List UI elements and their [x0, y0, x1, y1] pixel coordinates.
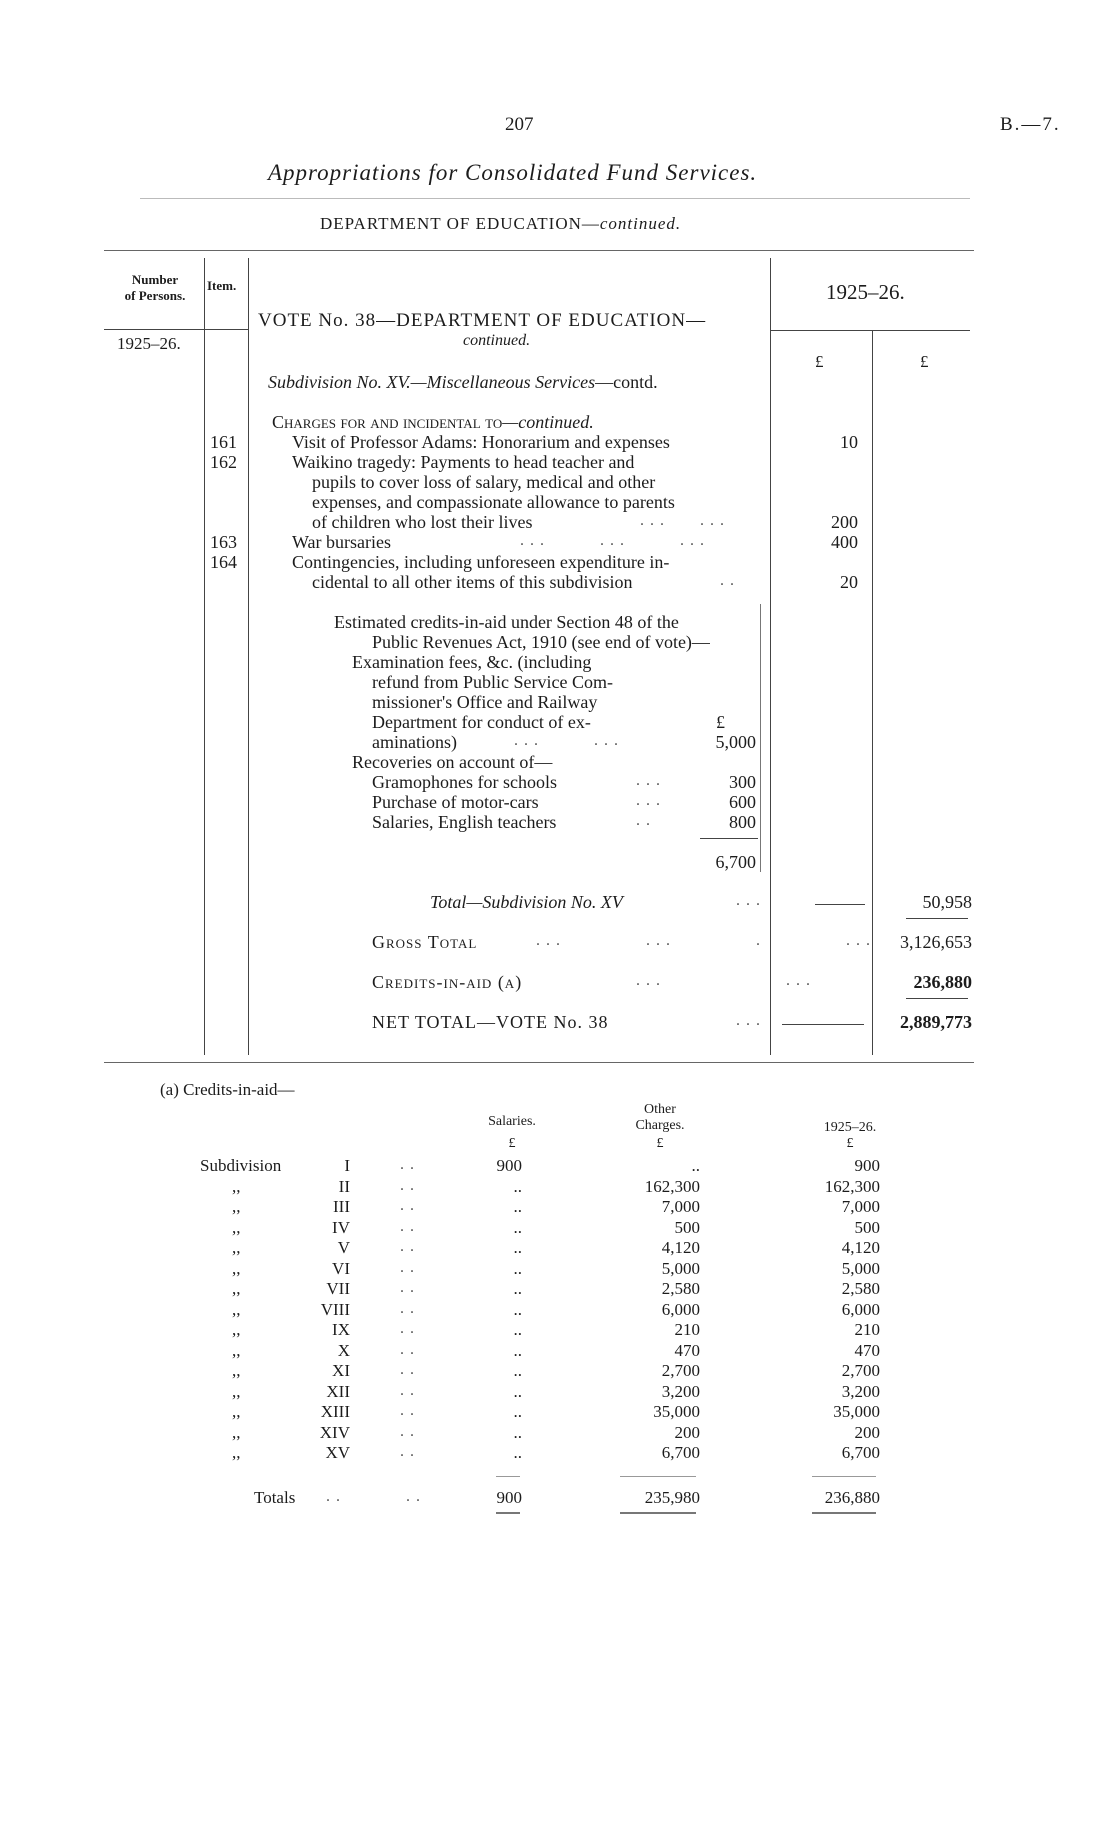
row-year-total: 6,000 [841, 1300, 880, 1319]
row-salaries: .. [513, 1238, 522, 1257]
subdivision-numeral: V [337, 1238, 350, 1257]
subdivision-numeral: XIII [320, 1402, 350, 1421]
subdivision-numeral: XIV [319, 1423, 350, 1442]
row-leader: .. [400, 1300, 420, 1317]
row-year-total: 4,120 [841, 1238, 880, 1257]
vote-title: VOTE No. 38—DEPARTMENT OF EDUCATION— [258, 310, 707, 331]
totals-label: Totals [254, 1488, 296, 1507]
row-leader: .. [400, 1218, 420, 1235]
row-salaries: .. [513, 1443, 522, 1462]
subdivision-numeral: XI [332, 1361, 350, 1380]
subdivision-numeral: XII [326, 1382, 350, 1401]
ditto-mark: ,, [232, 1402, 241, 1421]
subdivision-numeral: IX [332, 1320, 350, 1339]
row-salaries: .. [513, 1197, 522, 1216]
credits-subtotal-rule [700, 838, 758, 839]
row-year-total: 200 [854, 1423, 880, 1442]
item-164-line-1: Contingencies, including unforeseen expenditure in- [292, 552, 670, 572]
row-leader: .. [400, 1259, 420, 1276]
credits-total: 6,700 [715, 852, 756, 872]
credits-column-rule [760, 604, 761, 872]
col-other-header [610, 1102, 710, 1134]
subdivision-numeral: III [333, 1197, 350, 1216]
row-leader: .. [400, 1361, 420, 1378]
row-leader: .. [400, 1443, 420, 1460]
col-year-header: 1925–26. [823, 1120, 877, 1135]
row-other-charges: 2,580 [661, 1279, 700, 1298]
row-salaries: .. [513, 1259, 522, 1278]
row-year-total: 2,580 [841, 1279, 880, 1298]
department-heading [320, 214, 681, 234]
persons-year: 1925–26. [117, 334, 181, 353]
row-year-total: 5,000 [841, 1259, 880, 1278]
row-year-total: 2,700 [841, 1361, 880, 1380]
row-leader: .. [400, 1177, 420, 1194]
recovery-leader-1: ... [636, 772, 666, 789]
net-total-amount: 2,889,773 [900, 1012, 972, 1032]
currency-symbol-1: £ [815, 352, 824, 371]
row-other-charges: 35,000 [653, 1402, 700, 1421]
item-number-161: 161 [210, 432, 237, 452]
row-leader: .. [400, 1341, 420, 1358]
totals-salaries: 900 [496, 1488, 522, 1507]
gross-total-amount: 3,126,653 [900, 932, 972, 952]
recovery-label-2: Purchase of motor-cars [372, 792, 539, 812]
item-162-line-1: Waikino tragedy: Payments to head teacher and [292, 452, 635, 472]
item-161-line-1: Visit of Professor Adams: Honorarium and expenses [292, 432, 670, 452]
col-other-header-line1: Other [644, 1102, 676, 1117]
row-other-charges: .. [691, 1156, 700, 1175]
col-other-header-line2: Charges. [635, 1118, 685, 1133]
item-164-amount: 20 [840, 572, 858, 592]
gross-total-label: Gross Total [372, 932, 478, 952]
exam-amount: 5,000 [715, 732, 756, 752]
document-code: B.—7. [1000, 114, 1061, 135]
net-total-leader: ... [736, 1012, 766, 1029]
recovery-leader-2: ... [636, 792, 666, 809]
row-other-charges: 6,700 [661, 1443, 700, 1462]
footnote-title-text: (a) Credits-in-aid— [160, 1080, 295, 1099]
recovery-amount-1: 300 [729, 772, 756, 792]
ditto-mark: ,, [232, 1197, 241, 1216]
credits-in-aid-rule [906, 998, 968, 999]
subdivision-numeral: X [337, 1341, 350, 1360]
salaries-double-rule [496, 1512, 520, 1514]
item-number-162: 162 [210, 452, 237, 472]
subdivision-total-rule [906, 918, 968, 919]
ditto-mark: ,, [232, 1238, 241, 1257]
charges-heading [272, 412, 594, 433]
row-salaries: .. [513, 1320, 522, 1339]
item-161-amount: 10 [840, 432, 858, 452]
row-leader: .. [400, 1238, 420, 1255]
net-total-label: NET TOTAL—VOTE No. 38 [372, 1012, 609, 1032]
row-salaries: .. [513, 1218, 522, 1237]
row-other-charges: 210 [674, 1320, 700, 1339]
row-other-charges: 200 [674, 1423, 700, 1442]
row-year-total: 35,000 [833, 1402, 880, 1421]
item-162-leader: ... ... [640, 512, 730, 529]
ditto-mark: ,, [232, 1320, 241, 1339]
exam-line-1: Examination fees, &c. (including [352, 652, 592, 672]
totals-year: 236,880 [824, 1488, 880, 1507]
year-header: 1925–26. [826, 280, 905, 304]
page-title: Appropriations for Consolidated Fund Services. [268, 160, 758, 185]
recovery-label-1: Gramophones for schools [372, 772, 557, 792]
item-162-line-2: pupils to cover loss of salary, medical and other [312, 472, 656, 492]
row-salaries: 900 [496, 1156, 522, 1175]
ditto-mark: ,, [232, 1443, 241, 1462]
ditto-mark: ,, [232, 1300, 241, 1319]
subdivision-numeral: VII [326, 1279, 350, 1298]
subdivision-numeral: I [344, 1156, 350, 1175]
row-salaries: .. [513, 1300, 522, 1319]
row-year-total: 210 [854, 1320, 880, 1339]
year-double-rule [812, 1512, 876, 1514]
subdivision-label: Subdivision [200, 1156, 282, 1175]
item-header: Item. [207, 278, 237, 293]
row-other-charges: 6,000 [661, 1300, 700, 1319]
subdivision-total-leader: ... [736, 892, 766, 909]
ditto-mark: ,, [232, 1218, 241, 1237]
gross-total-leader: ... ... . ... [536, 932, 876, 949]
credits-in-aid-label: Credits-in-aid (a) [372, 972, 523, 992]
row-leader: .. [400, 1382, 420, 1399]
subdivision-heading [268, 372, 658, 393]
row-year-total: 470 [854, 1341, 880, 1360]
item-column-rule [248, 258, 249, 1055]
row-other-charges: 2,700 [661, 1361, 700, 1380]
exam-line-4: Department for conduct of ex- [372, 712, 591, 732]
subdivision-numeral: VIII [320, 1300, 350, 1319]
row-year-total: 6,700 [841, 1443, 880, 1462]
exam-line-3: missioner's Office and Railway [372, 692, 598, 712]
row-salaries: .. [513, 1402, 522, 1421]
head-under-rule [104, 329, 248, 330]
subdivision-numeral: XV [325, 1443, 350, 1462]
item-162-line-3: expenses, and compassionate allowance to parents [312, 492, 675, 512]
ditto-mark: ,, [232, 1382, 241, 1401]
row-other-charges: 5,000 [661, 1259, 700, 1278]
item-162-line-4: of children who lost their lives [312, 512, 533, 532]
number-of-persons-header [108, 272, 202, 304]
row-leader: .. [400, 1156, 420, 1173]
row-other-charges: 4,120 [661, 1238, 700, 1257]
subdivision-total-amount: 50,958 [922, 892, 972, 912]
department-continued: continued. [599, 214, 682, 233]
subdivision-numeral: VI [332, 1259, 350, 1278]
ditto-mark: ,, [232, 1279, 241, 1298]
recovery-label-3: Salaries, English teachers [372, 812, 557, 832]
exam-line-5: aminations) [372, 732, 457, 752]
year-total-rule [812, 1476, 876, 1477]
ditto-mark: ,, [232, 1177, 241, 1196]
charges-heading-continued: —continued. [502, 412, 594, 432]
credits-intro-line-2: Public Revenues Act, 1910 (see end of vote)— [372, 632, 710, 652]
exam-leader: ... ... [514, 732, 624, 749]
subdivision-numeral: II [338, 1177, 350, 1196]
row-year-total: 900 [854, 1156, 880, 1175]
currency-symbol-2: £ [920, 352, 929, 371]
recovery-amount-3: 800 [729, 812, 756, 832]
table-top-rule [104, 250, 974, 251]
row-other-charges: 162,300 [644, 1177, 700, 1196]
item-164-leader: .. [720, 572, 740, 589]
subdivision-total-dash [815, 904, 865, 905]
row-leader: .. [400, 1197, 420, 1214]
row-salaries: .. [513, 1382, 522, 1401]
net-total-dash [782, 1024, 864, 1025]
exam-currency: £ [716, 712, 725, 732]
salaries-total-rule [496, 1476, 520, 1477]
charges-heading-text: Charges for and incidental to [272, 412, 503, 432]
subdivision-title: Subdivision No. XV.—Miscellaneous Services [268, 372, 596, 392]
row-other-charges: 470 [674, 1341, 700, 1360]
row-salaries: .. [513, 1361, 522, 1380]
number-of-persons-line2: of Persons. [124, 288, 186, 303]
totals-leader: .. .. [326, 1488, 426, 1505]
ditto-mark: ,, [232, 1361, 241, 1380]
recoveries-heading: Recoveries on account of— [352, 752, 553, 772]
row-year-total: 3,200 [841, 1382, 880, 1401]
credits-in-aid-amount: 236,880 [913, 972, 972, 992]
row-salaries: .. [513, 1341, 522, 1360]
row-other-charges: 7,000 [661, 1197, 700, 1216]
row-other-charges: 500 [674, 1218, 700, 1237]
title-rule [140, 198, 970, 199]
row-leader: .. [400, 1402, 420, 1419]
vote-title-continued: continued. [463, 332, 531, 349]
ditto-mark: ,, [232, 1259, 241, 1278]
item-163-line-1: War bursaries [292, 532, 392, 552]
ditto-mark: ,, [232, 1341, 241, 1360]
row-salaries: .. [513, 1177, 522, 1196]
col-salaries-currency: £ [508, 1136, 516, 1151]
totals-other: 235,980 [644, 1488, 700, 1507]
row-leader: .. [400, 1423, 420, 1440]
row-salaries: .. [513, 1423, 522, 1442]
table-bottom-rule [104, 1062, 974, 1063]
persons-column-rule [204, 258, 205, 1055]
subdivision-contd: —contd. [595, 372, 658, 392]
item-162-amount: 200 [831, 512, 858, 532]
subdivision-total-label: Total—Subdivision No. XV [430, 892, 623, 912]
ditto-mark: ,, [232, 1423, 241, 1442]
year-under-rule [770, 330, 970, 331]
number-of-persons-line1: Number [131, 272, 179, 287]
credits-in-aid-leader: ... ... [636, 972, 816, 989]
subdivision-numeral: IV [332, 1218, 350, 1237]
exam-line-2: refund from Public Service Com- [372, 672, 613, 692]
row-leader: .. [400, 1279, 420, 1296]
item-number-164: 164 [210, 552, 237, 572]
row-year-total: 7,000 [841, 1197, 880, 1216]
recovery-amount-2: 600 [729, 792, 756, 812]
credits-intro-line-1: Estimated credits-in-aid under Section 48 of the [334, 612, 679, 632]
department-name: DEPARTMENT OF EDUCATION— [320, 214, 600, 233]
other-total-rule [620, 1476, 696, 1477]
page-number: 207 [505, 114, 534, 135]
col-year-currency: £ [846, 1136, 854, 1151]
item-163-leader: ... ... ... [520, 532, 710, 549]
item-164-line-2: cidental to all other items of this subdivision [312, 572, 633, 592]
footnote-title [160, 1080, 295, 1100]
col-salaries-header: Salaries. [488, 1114, 536, 1129]
row-other-charges: 3,200 [661, 1382, 700, 1401]
row-leader: .. [400, 1320, 420, 1337]
col-other-currency: £ [656, 1136, 664, 1151]
row-year-total: 500 [854, 1218, 880, 1237]
item-163-amount: 400 [831, 532, 858, 552]
other-double-rule [620, 1512, 696, 1514]
row-year-total: 162,300 [824, 1177, 880, 1196]
recovery-leader-3: .. [636, 812, 656, 829]
item-number-163: 163 [210, 532, 237, 552]
row-salaries: .. [513, 1279, 522, 1298]
